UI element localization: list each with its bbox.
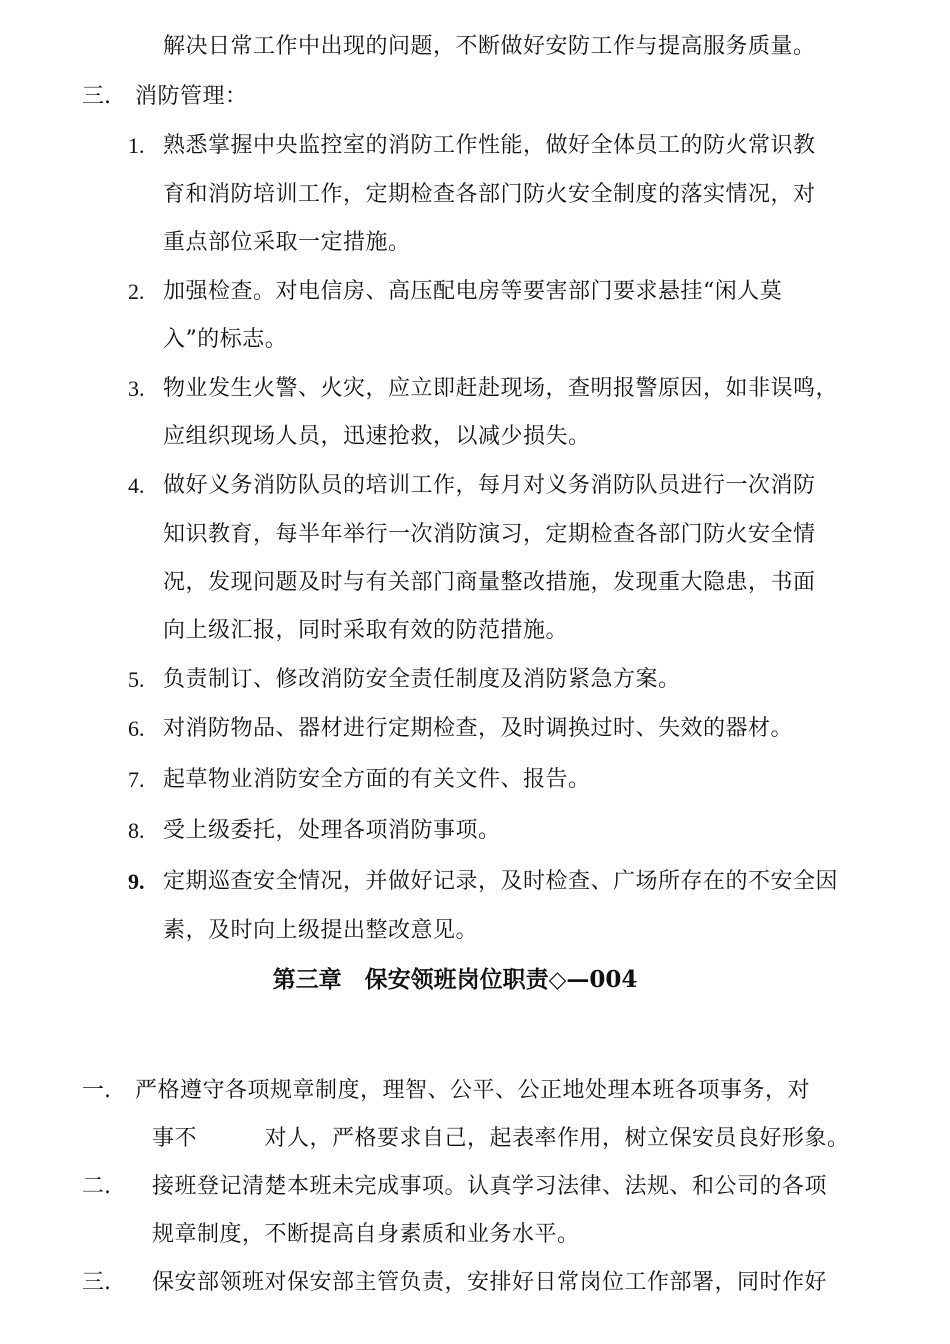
- list-item-number: 6.: [128, 716, 145, 741]
- list-item-line: 起草物业消防安全方面的有关文件、报告。: [163, 767, 591, 792]
- paragraph-line: 事不 对人，严格要求自己，起表率作用，树立保安员良好形象。: [152, 1126, 850, 1151]
- list-item-line: 素，及时向上级提出整改意见。: [163, 918, 479, 943]
- continuation-line: 解决日常工作中出现的问题，不断做好安防工作与提高服务质量。: [163, 34, 816, 59]
- list-item-number: 9.: [128, 869, 145, 894]
- chapter-heading: 第三章 保安领班岗位职责◇—004: [272, 966, 638, 993]
- list-item-line: 应组织现场人员，迅速抢救，以减少损失。: [163, 424, 591, 449]
- list-item-line: 物业发生火警、火灾，应立即赶赴现场，查明报警原因，如非误鸣，: [163, 376, 839, 401]
- paragraph-line: 保安部领班对保安部主管负责，安排好日常岗位工作部署，同时作好: [152, 1270, 828, 1295]
- list-item-line: 做好义务消防队员的培训工作，每月对义务消防队员进行一次消防: [163, 473, 816, 498]
- section-title: 消防管理：: [135, 84, 248, 109]
- list-item-line: 知识教育，每半年举行一次消防演习，定期检查各部门防火安全情: [163, 522, 816, 547]
- list-item-number: 8.: [128, 818, 145, 843]
- paragraph-line: 严格遵守各项规章制度，理智、公平、公正地处理本班各项事务，对: [135, 1078, 811, 1103]
- list-item-number: 1.: [128, 133, 145, 158]
- list-item-line: 重点部位采取一定措施。: [163, 230, 411, 255]
- list-item-number: 4.: [128, 473, 145, 498]
- list-item-line: 加强检查。对电信房、高压配电房等要害部门要求悬挂“闲人莫: [163, 279, 783, 304]
- list-item-line: 对消防物品、器材进行定期检查，及时调换过时、失效的器材。: [163, 716, 794, 741]
- paragraph-line: 规章制度，不断提高自身素质和业务水平。: [152, 1222, 580, 1247]
- list-item-line: 熟悉掌握中央监控室的消防工作性能，做好全体员工的防火常识教: [163, 133, 816, 158]
- section-marker: 三.: [82, 1270, 111, 1295]
- list-item-line: 况，发现问题及时与有关部门商量整改措施，发现重大隐患，书面: [163, 570, 816, 595]
- list-item-number: 5.: [128, 667, 145, 692]
- list-item-number: 2.: [128, 279, 145, 304]
- list-item-line: 定期巡查安全情况，并做好记录，及时检查、广场所存在的不安全因: [163, 869, 839, 894]
- list-item-line: 育和消防培训工作，定期检查各部门防火安全制度的落实情况，对: [163, 182, 816, 207]
- section-marker: 一.: [82, 1078, 111, 1103]
- list-item-line: 向上级汇报，同时采取有效的防范措施。: [163, 618, 569, 643]
- list-item-number: 7.: [128, 767, 145, 792]
- paragraph-line: 接班登记清楚本班未完成事项。认真学习法律、法规、和公司的各项: [152, 1174, 828, 1199]
- section-marker: 三.: [82, 84, 111, 109]
- list-item-line: 入”的标志。: [163, 327, 288, 352]
- section-marker: 二.: [82, 1174, 111, 1199]
- list-item-number: 3.: [128, 376, 145, 401]
- list-item-line: 负责制订、修改消防安全责任制度及消防紧急方案。: [163, 667, 681, 692]
- list-item-line: 受上级委托，处理各项消防事项。: [163, 818, 501, 843]
